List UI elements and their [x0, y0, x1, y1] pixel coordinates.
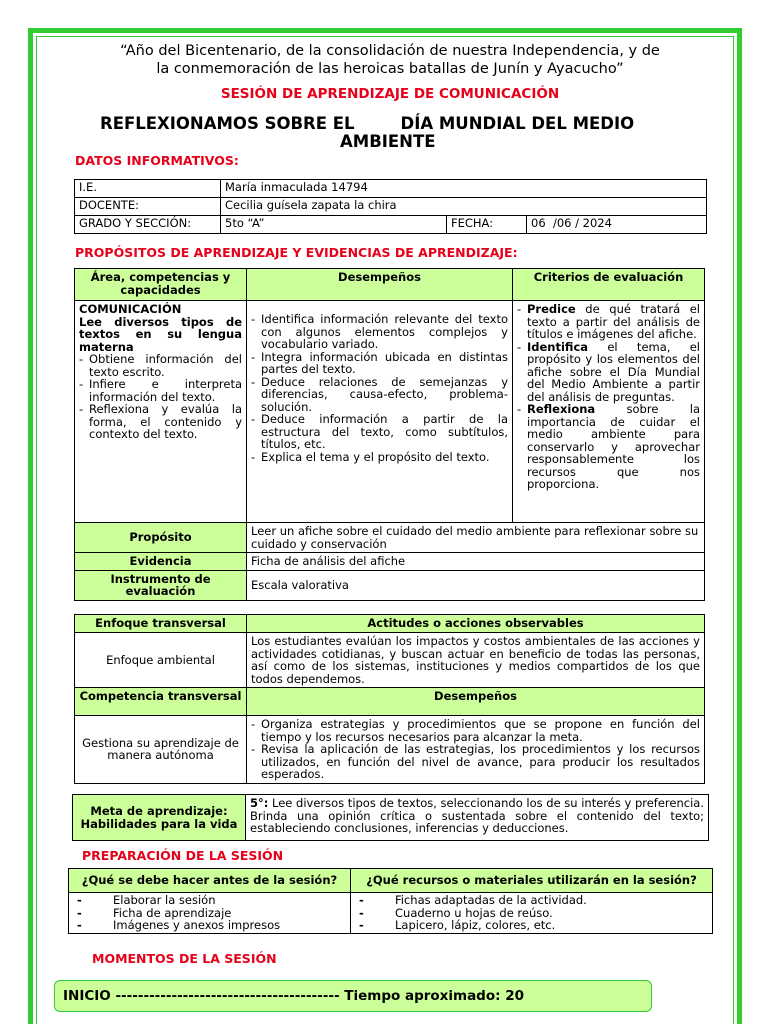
criterio-text: de qué tratará el texto a partir del análisis de títulos e imágenes del afiche.	[527, 302, 700, 341]
table-row	[75, 180, 707, 198]
table-row	[75, 301, 705, 523]
instrumento-label: Instrumento de evaluación	[75, 570, 247, 600]
main-title	[100, 115, 700, 151]
table-row	[75, 716, 705, 784]
capacidades-list	[79, 353, 242, 441]
table-row	[75, 688, 705, 716]
list-item	[517, 341, 700, 404]
table-row	[75, 523, 705, 553]
table-row	[75, 615, 705, 633]
table-row	[75, 570, 705, 600]
table-row	[75, 198, 707, 216]
preparacion-table	[68, 868, 713, 934]
meta-text: Lee diversos tipos de textos, seleccionando los de su interés y preferencia. Brinda una opinión crítica o sustentada sobre el contenido del texto; estableciendo conclusiones, inferencias y deducciones.	[250, 796, 704, 835]
table-row	[75, 553, 705, 571]
docente-value: Cecilia guísela zapata la chira	[221, 198, 707, 216]
list-item: - Reflexiona y evalúa la forma, el contenido y contexto del texto.	[79, 403, 242, 441]
list-item: - Deduce relaciones de semejanzas y diferencias, causa-efecto, problema-solución.	[251, 376, 508, 414]
main-title-line-1: REFLEXIONAMOS SOBRE EL DÍA MUNDIAL DEL MEDIO	[100, 114, 635, 133]
fecha-label: FECHA:	[447, 216, 527, 234]
col-header-criterios: Criterios de evaluación	[513, 269, 705, 301]
col-header-enfoque: Enfoque transversal	[75, 615, 247, 633]
competencia-list	[251, 718, 700, 781]
criterio-verb: Identifica	[527, 339, 589, 354]
list-item: - Organiza estrategias y procedimientos que se propone en función del tiempo y los recursos necesarios para alcanzar la meta.	[251, 718, 700, 743]
list-item: - Deduce información a partir de la estructura del texto, como subtítulos, títulos, etc.	[251, 413, 508, 451]
datos-heading: DATOS INFORMATIVOS:	[75, 153, 239, 168]
ie-value: María inmaculada 14794	[221, 180, 707, 198]
list-item: - Identifica información relevante del texto con algunos elementos complejos y vocabulario variado.	[251, 313, 508, 351]
table-row	[69, 893, 713, 934]
datos-table	[74, 179, 707, 234]
col-header-desempenos: Desempeños	[247, 269, 513, 301]
list-item: - Elaborar la sesión	[73, 894, 346, 907]
instrumento-value: Escala valorativa	[247, 570, 705, 600]
table-row	[75, 216, 707, 234]
evidencia-value: Ficha de análisis del afiche	[247, 553, 705, 571]
table-row	[73, 795, 709, 841]
list-item	[517, 403, 700, 491]
criterio-verb: Predice	[527, 302, 576, 316]
meta-table	[72, 794, 709, 841]
table-row	[69, 869, 713, 893]
competencia-desempenos-cell	[247, 716, 705, 784]
criterio-verb: Reflexiona	[527, 402, 596, 416]
area-cell	[75, 301, 247, 523]
col-header-area: Área, competencias y capacidades	[75, 269, 247, 301]
list-item: - Cuaderno u hojas de reúso.	[355, 907, 708, 920]
propositos-table	[74, 268, 705, 601]
motto-line-2: la conmemoración de las heroicas batallas de Junín y Ayacucho”	[156, 61, 624, 77]
competencia: Lee diversos tipos de textos en su lengua materna	[79, 314, 242, 354]
year-motto	[60, 42, 720, 78]
preparacion-heading: PREPARACIÓN DE LA SESIÓN	[82, 848, 284, 863]
inicio-banner: INICIO ---------------------------------------- Tiempo aproximado: 20	[54, 980, 652, 1012]
enfoque-name: Enfoque ambiental	[75, 633, 247, 688]
list-item: - Lapicero, lápiz, colores, etc.	[355, 919, 708, 932]
momentos-heading: MOMENTOS DE LA SESIÓN	[92, 951, 277, 966]
col-header-competencia: Competencia transversal	[75, 688, 247, 716]
grado-label: GRADO Y SECCIÓN:	[75, 216, 221, 234]
meta-label: Meta de aprendizaje: Habilidades para la vida	[73, 795, 246, 841]
antes-list	[73, 894, 346, 932]
col-header-antes: ¿Qué se debe hacer antes de la sesión?	[69, 869, 351, 893]
session-title: SESIÓN DE APRENDIZAJE DE COMUNICACIÓN	[220, 86, 560, 102]
list-item	[517, 303, 700, 341]
recursos-list	[355, 894, 708, 932]
col-header-comp-desempenos: Desempeños	[247, 688, 705, 716]
evidencia-label: Evidencia	[75, 553, 247, 571]
list-item: - Integra información ubicada en distintas partes del texto.	[251, 351, 508, 376]
enfoque-text: Los estudiantes evalúan los impactos y costos ambientales de las acciones y actividades cotidianas, y buscan actuar en beneficio de todas las personas, así como de los sistemas, instituciones y medios compartidos de los que todos dependemos.	[247, 633, 705, 688]
proposito-value: Leer un afiche sobre el cuidado del medio ambiente para reflexionar sobre su cuidado y conservación	[247, 523, 705, 553]
list-item: - Infiere e interpreta información del texto.	[79, 378, 242, 403]
grado-value: 5to “A”	[221, 216, 447, 234]
col-header-actitudes: Actitudes o acciones observables	[247, 615, 705, 633]
enfoque-table	[74, 614, 705, 784]
list-item: - Fichas adaptadas de la actividad.	[355, 894, 708, 907]
area-name: COMUNICACIÓN	[79, 302, 182, 316]
table-row	[75, 269, 705, 301]
desempenos-cell	[247, 301, 513, 523]
criterios-cell	[513, 301, 705, 523]
competencia-name: Gestiona su aprendizaje de manera autónoma	[75, 716, 247, 784]
meta-grade: 5°:	[250, 796, 269, 810]
criterio-text: sobre la importancia de cuidar el medio ambiente para conservarlo y aprovechar responsablemente los recursos que nos proporciona.	[527, 402, 700, 491]
propositos-heading: PROPÓSITOS DE APRENDIZAJE Y EVIDENCIAS DE APRENDIZAJE:	[75, 245, 518, 260]
meta-text-cell	[246, 795, 709, 841]
main-title-line-2: AMBIENTE	[340, 132, 436, 151]
criterio-text: el tema, el propósito y los elementos del afiche sobre el Día Mundial del Medio Ambiente a partir del análisis de preguntas.	[527, 339, 700, 404]
proposito-label: Propósito	[75, 523, 247, 553]
table-row	[75, 633, 705, 688]
list-item: - Explica el tema y el propósito del texto.	[251, 451, 508, 464]
col-header-recursos: ¿Qué recursos o materiales utilizarán en la sesión?	[351, 869, 713, 893]
motto-line-1: “Año del Bicentenario, de la consolidación de nuestra Independencia, y de	[120, 43, 660, 59]
recursos-cell	[351, 893, 713, 934]
list-item: - Imágenes y anexos impresos	[73, 919, 346, 932]
ie-label: I.E.	[75, 180, 221, 198]
criterios-list	[517, 303, 700, 491]
list-item: - Ficha de aprendizaje	[73, 907, 346, 920]
list-item: - Revisa la aplicación de las estrategias, los procedimientos y los recursos utilizados, en función del nivel de avance, para producir los resultados esperados.	[251, 743, 700, 781]
fecha-value: 06 /06 / 2024	[527, 216, 707, 234]
docente-label: DOCENTE:	[75, 198, 221, 216]
antes-cell	[69, 893, 351, 934]
list-item: - Obtiene información del texto escrito.	[79, 353, 242, 378]
desempenos-list	[251, 313, 508, 463]
